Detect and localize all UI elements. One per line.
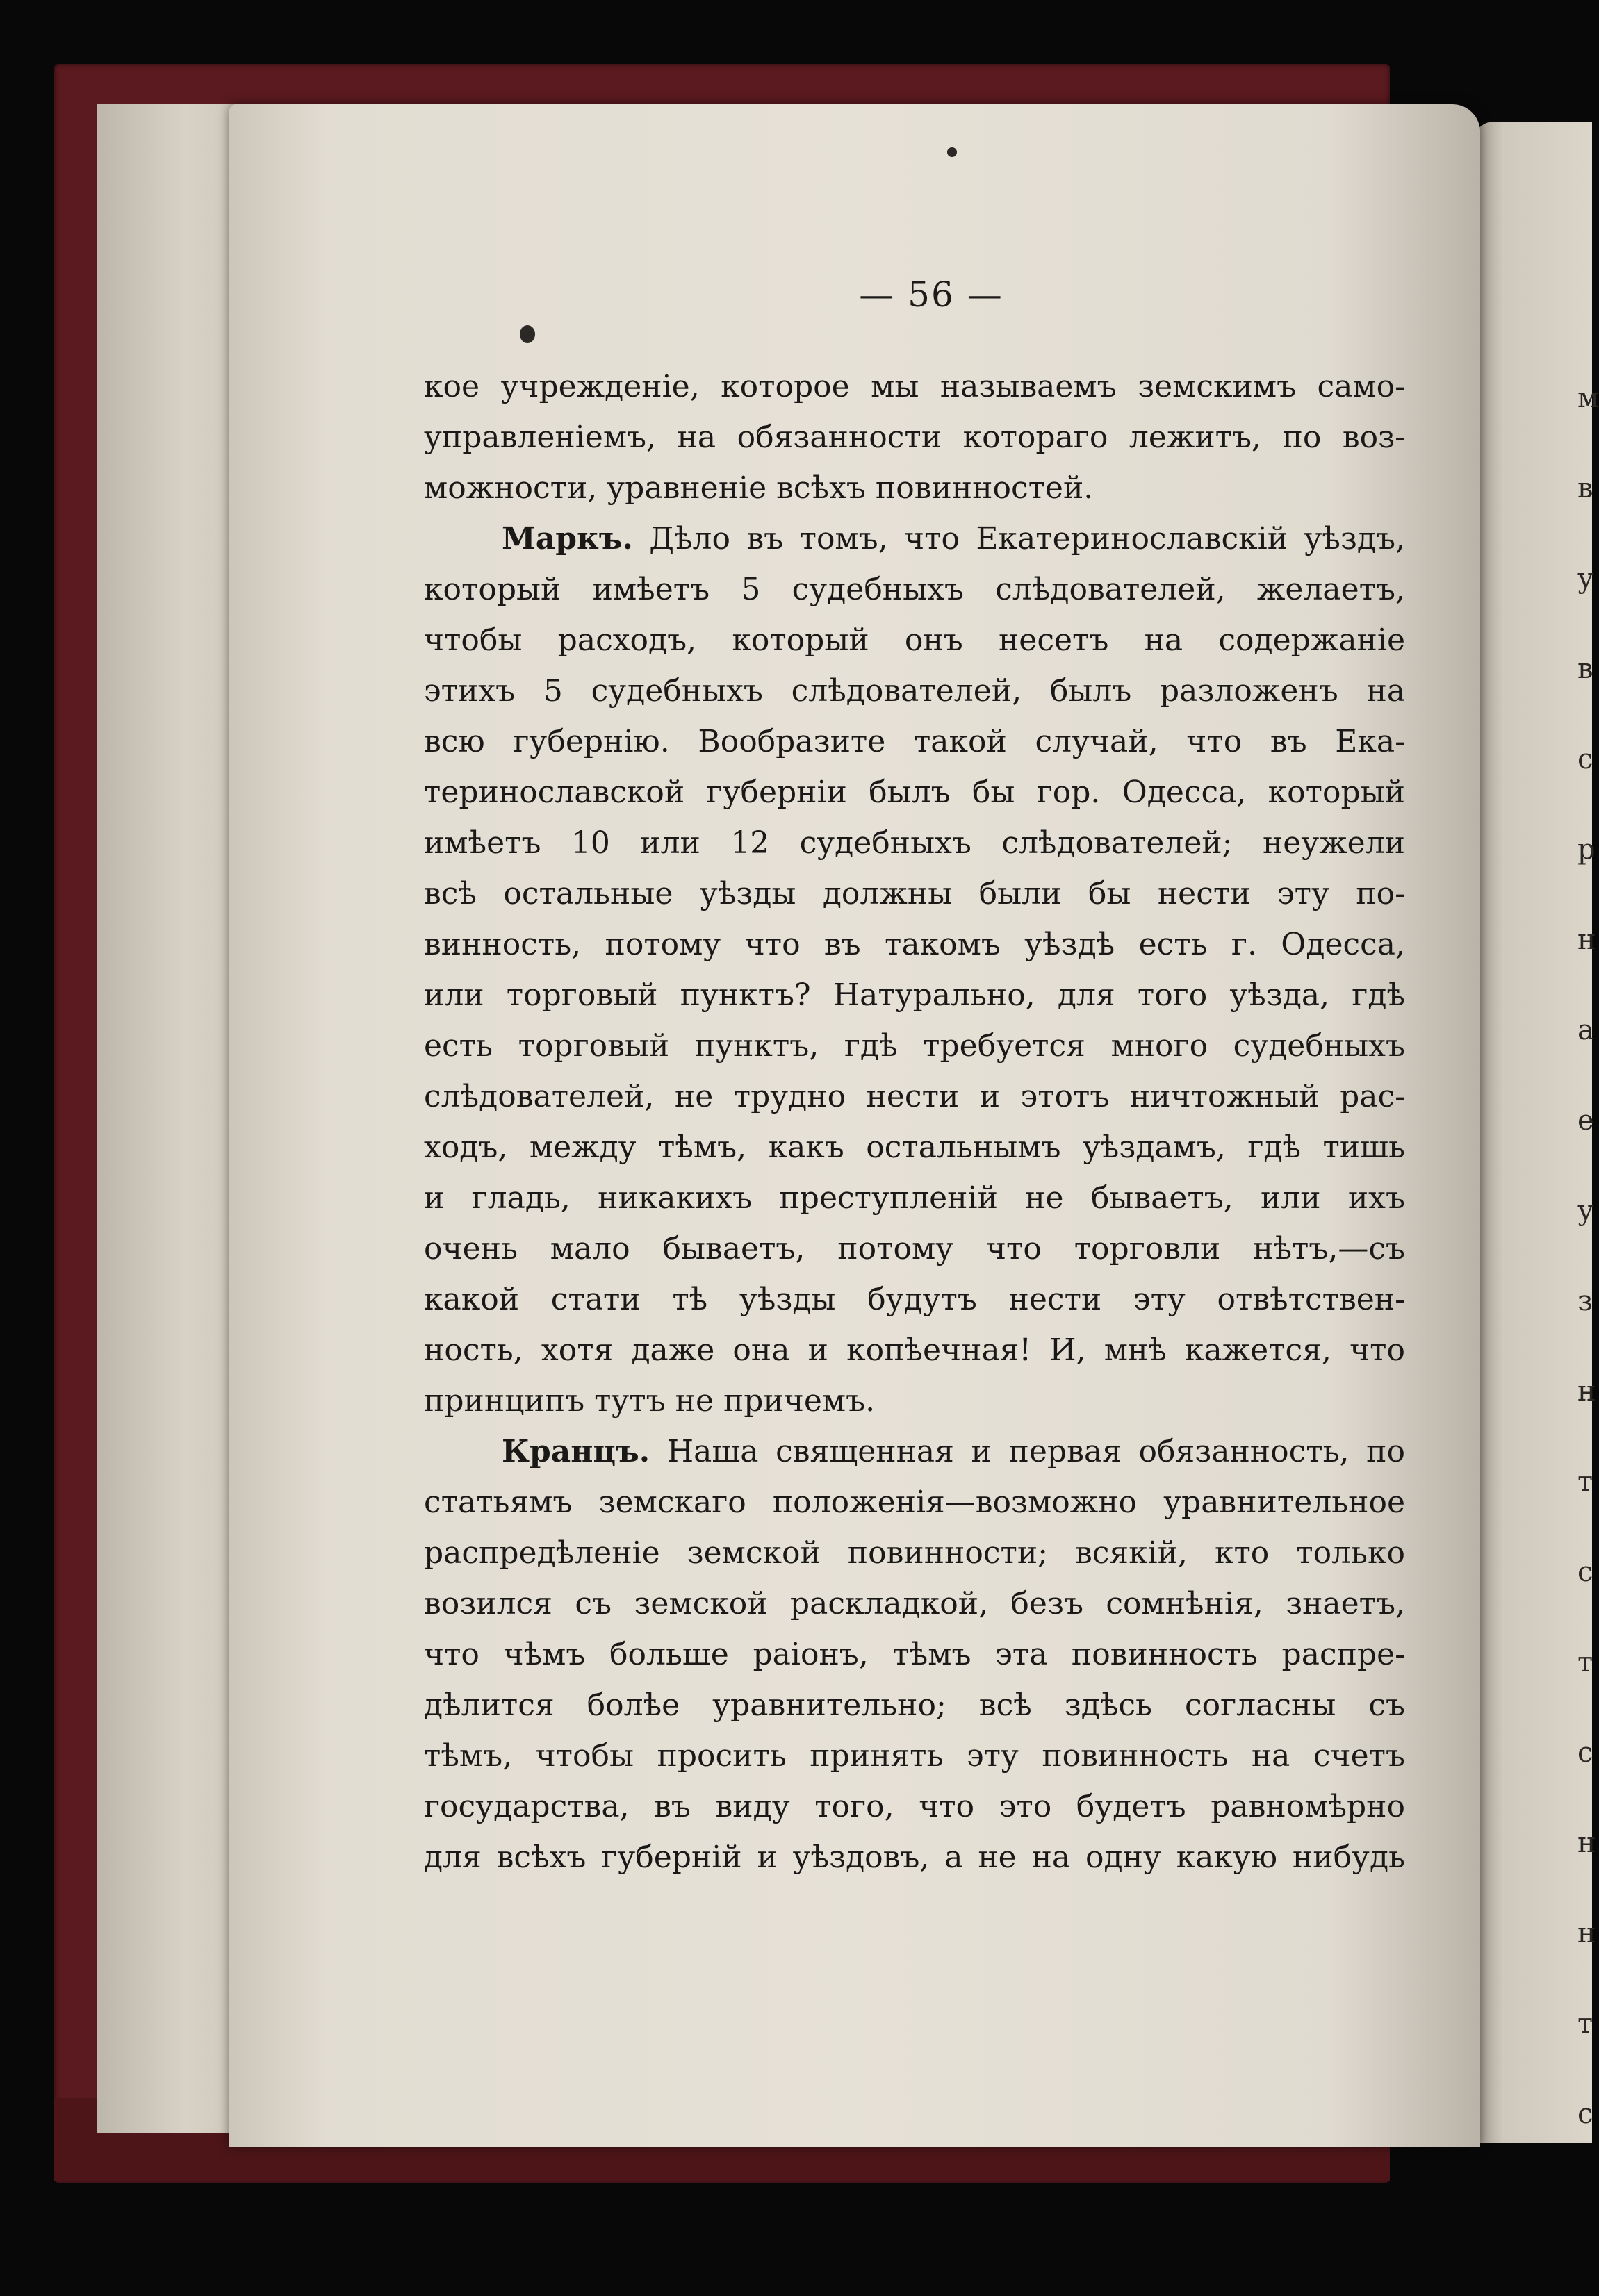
body-text bbox=[424, 361, 1405, 1883]
line-text: или торговый пунктъ? Натурально, для того уѣзда, гдѣ bbox=[424, 977, 1405, 1013]
line-text: и гладь, никакихъ преступленій не бываетъ, или ихъ bbox=[424, 1180, 1405, 1216]
next-page-letter: в bbox=[1577, 653, 1593, 685]
next-page-letter: у bbox=[1577, 563, 1594, 595]
text-line bbox=[424, 1528, 1405, 1578]
text-line bbox=[424, 666, 1405, 716]
line-text: тѣмъ, чтобы просить принять эту повинность на счетъ bbox=[424, 1738, 1405, 1774]
text-line bbox=[424, 919, 1405, 970]
line-text: статьямъ земскаго положенія—возможно уравнительное bbox=[424, 1485, 1405, 1520]
text-line bbox=[424, 767, 1405, 818]
text-line bbox=[424, 1021, 1405, 1071]
line-text: управленіемъ, на обязанности котораго лежитъ, по воз- bbox=[424, 420, 1405, 455]
text-line bbox=[424, 463, 1405, 513]
text-line bbox=[424, 1376, 1405, 1426]
speaker-name: Маркъ. bbox=[502, 521, 633, 556]
text-line bbox=[424, 1274, 1405, 1325]
line-text: очень мало бываетъ, потому что торговли нѣтъ,—съ bbox=[424, 1231, 1405, 1266]
next-page-letter: т bbox=[1577, 1466, 1593, 1498]
next-page-letter: с bbox=[1577, 743, 1593, 775]
line-text: для всѣхъ губерній и уѣздовъ, а не на одну какую нибудь bbox=[424, 1840, 1405, 1875]
text-line bbox=[424, 1781, 1405, 1832]
text-line bbox=[424, 513, 1405, 564]
text-line bbox=[424, 412, 1405, 463]
text-line bbox=[424, 1680, 1405, 1731]
line-text: возился съ земской раскладкой, безъ сомнѣнія, знаетъ, bbox=[424, 1586, 1405, 1621]
line-text: ность, хотя даже она и копѣечная! И, мнѣ кажется, что bbox=[424, 1332, 1405, 1368]
next-page-letter: у bbox=[1577, 1195, 1594, 1227]
next-page-letter: н bbox=[1577, 1376, 1596, 1407]
text-line bbox=[424, 1477, 1405, 1528]
text-line bbox=[424, 615, 1405, 666]
line-text: что чѣмъ больше раіонъ, тѣмъ эта повинность распре- bbox=[424, 1637, 1405, 1672]
text-line bbox=[424, 1832, 1405, 1883]
line-text: всю губернію. Вообразите такой случай, что въ Ека- bbox=[424, 724, 1405, 759]
next-page-edge bbox=[1473, 122, 1599, 2143]
text-line bbox=[424, 1122, 1405, 1173]
line-text: есть торговый пунктъ, гдѣ требуется много судебныхъ bbox=[424, 1028, 1405, 1064]
next-page-letter: н bbox=[1577, 924, 1596, 956]
line-text: чтобы расходъ, который онъ несетъ на содержаніе bbox=[424, 622, 1405, 658]
line-text: этихъ 5 судебныхъ слѣдователей, былъ разложенъ на bbox=[424, 673, 1405, 709]
text-line bbox=[424, 564, 1405, 615]
next-page-letter: р bbox=[1577, 834, 1596, 866]
next-page-letter: с bbox=[1577, 1556, 1593, 1588]
line-text: государства, въ виду того, что это будетъ равномѣрно bbox=[424, 1789, 1405, 1824]
next-page-letter: с bbox=[1577, 2098, 1593, 2130]
line-text: какой стати тѣ уѣзды будутъ нести эту отвѣтствен- bbox=[424, 1282, 1405, 1317]
next-page-letter: н bbox=[1577, 1827, 1596, 1859]
line-text: кое учрежденіе, которое мы называемъ земскимъ само- bbox=[424, 369, 1405, 404]
next-page-letter: в bbox=[1577, 472, 1593, 504]
line-text: который имѣетъ 5 судебныхъ слѣдователей, желаетъ, bbox=[424, 572, 1405, 607]
text-line bbox=[424, 1223, 1405, 1274]
next-page-letter: с bbox=[1577, 1737, 1593, 1769]
text-line bbox=[424, 1731, 1405, 1781]
line-text: принципъ тутъ не причемъ. bbox=[424, 1383, 876, 1419]
next-page-letter: т bbox=[1577, 1646, 1593, 1678]
line-text: можности, уравненіе всѣхъ повинностей. bbox=[424, 470, 1094, 506]
line-text: всѣ остальные уѣзды должны были бы нести эту по- bbox=[424, 876, 1405, 911]
line-text: дѣлится болѣе уравнительно; всѣ здѣсь согласны съ bbox=[424, 1687, 1405, 1723]
line-text: Наша священная и первая обязанность, по bbox=[666, 1434, 1405, 1469]
text-line bbox=[424, 1325, 1405, 1376]
next-page-letter: т bbox=[1577, 2008, 1593, 2040]
line-text: Дѣло въ томъ, что Екатеринославскій уѣздъ, bbox=[649, 521, 1405, 556]
next-page-letter: н bbox=[1577, 1917, 1596, 1949]
line-text: теринославской губерніи былъ бы гор. Одесса, который bbox=[424, 775, 1405, 810]
ink-spot bbox=[947, 147, 957, 157]
text-line bbox=[424, 716, 1405, 767]
text-line bbox=[424, 1071, 1405, 1122]
page-number: — 56 — bbox=[859, 274, 1003, 315]
line-text: имѣетъ 10 или 12 судебныхъ слѣдователей; неужели bbox=[424, 825, 1405, 861]
text-line bbox=[424, 1578, 1405, 1629]
text-line bbox=[424, 1629, 1405, 1680]
text-line bbox=[424, 868, 1405, 919]
text-line bbox=[424, 1426, 1405, 1477]
speaker-name: Кранцъ. bbox=[502, 1434, 650, 1469]
line-text: распредѣленіе земской повинности; всякій, кто только bbox=[424, 1535, 1405, 1571]
text-line bbox=[424, 970, 1405, 1021]
next-page-letter: а bbox=[1577, 1014, 1594, 1046]
line-text: ходъ, между тѣмъ, какъ остальнымъ уѣздамъ, гдѣ тишь bbox=[424, 1130, 1405, 1165]
next-page-letter: е bbox=[1577, 1105, 1594, 1137]
line-text: слѣдователей, не трудно нести и этотъ ничтожный рас- bbox=[424, 1079, 1405, 1114]
line-text: винность, потому что въ такомъ уѣздѣ есть г. Одесса, bbox=[424, 927, 1405, 962]
text-line bbox=[424, 361, 1405, 412]
text-line bbox=[424, 1173, 1405, 1223]
text-line bbox=[424, 818, 1405, 868]
next-page-letter: м bbox=[1577, 382, 1599, 414]
page-edges-left bbox=[97, 104, 243, 2133]
next-page-letter: з bbox=[1577, 1285, 1593, 1317]
ink-spot bbox=[520, 325, 535, 343]
